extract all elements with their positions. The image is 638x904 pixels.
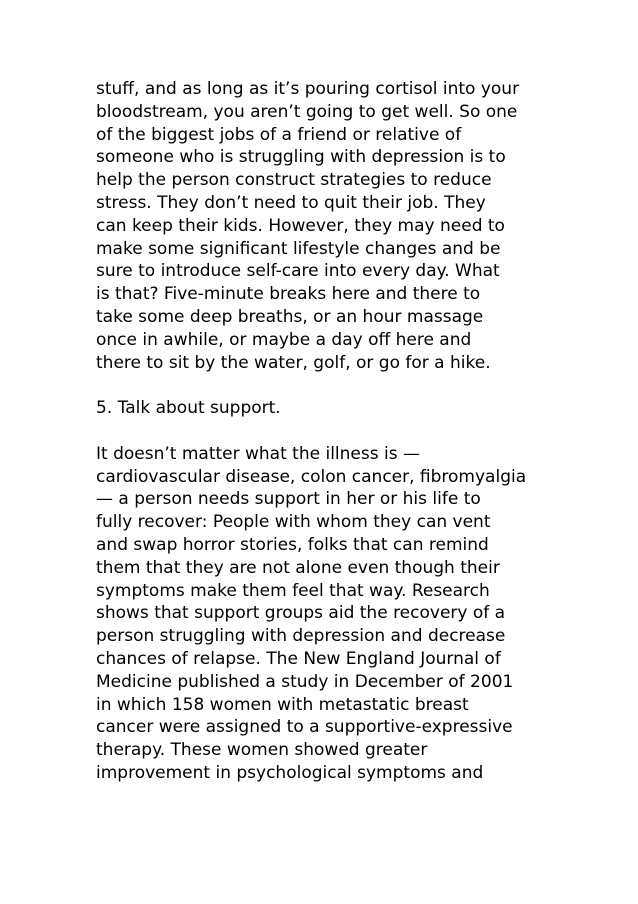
text-line: bloodstream, you aren’t going to get well. So one bbox=[96, 101, 518, 122]
text-line: cardiovascular disease, colon cancer, fibromyalgia bbox=[96, 466, 527, 487]
document-body bbox=[96, 78, 556, 785]
paragraph-spacer bbox=[96, 420, 556, 443]
text-line: make some significant lifestyle changes and be bbox=[96, 238, 501, 259]
section-heading: 5. Talk about support. bbox=[96, 398, 281, 419]
text-line: is that? Five-minute breaks here and there to bbox=[96, 284, 481, 305]
text-line: someone who is struggling with depression is to bbox=[96, 147, 506, 168]
text-line: take some deep breaths, or an hour massage bbox=[96, 306, 484, 327]
text-line: fully recover: People with whom they can vent bbox=[96, 512, 491, 533]
text-line: there to sit by the water, golf, or go for a hike. bbox=[96, 352, 491, 373]
text-line: symptoms make them feel that way. Research bbox=[96, 580, 490, 601]
text-line: help the person construct strategies to reduce bbox=[96, 170, 492, 191]
text-line: chances of relapse. The New England Journal of bbox=[96, 648, 501, 669]
text-line: stress. They don’t need to quit their job. They bbox=[96, 192, 486, 213]
paragraph-cortisol-stress bbox=[96, 78, 556, 374]
text-line: person struggling with depression and decrease bbox=[96, 626, 506, 647]
paragraph-support bbox=[96, 443, 556, 785]
text-line: them that they are not alone even though their bbox=[96, 557, 500, 578]
text-line: — a person needs support in her or his life to bbox=[96, 489, 481, 510]
text-line: It doesn’t matter what the illness is — bbox=[96, 443, 420, 464]
paragraph-spacer bbox=[96, 374, 556, 397]
text-line: therapy. These women showed greater bbox=[96, 740, 428, 761]
text-line: stuff, and as long as it’s pouring cortisol into your bbox=[96, 79, 520, 99]
text-line: can keep their kids. However, they may need to bbox=[96, 215, 505, 236]
text-line: in which 158 women with metastatic breast bbox=[96, 694, 469, 715]
text-line: and swap horror stories, folks that can remind bbox=[96, 534, 489, 555]
text-line: improvement in psychological symptoms and bbox=[96, 762, 484, 783]
text-line: sure to introduce self-care into every day. What bbox=[96, 261, 500, 282]
text-line: once in awhile, or maybe a day off here and bbox=[96, 329, 472, 350]
text-line: Medicine published a study in December of 2001 bbox=[96, 671, 514, 692]
text-line: cancer were assigned to a supportive-expressive bbox=[96, 717, 513, 738]
text-line: shows that support groups aid the recovery of a bbox=[96, 603, 506, 624]
text-line: of the biggest jobs of a friend or relative of bbox=[96, 124, 462, 145]
